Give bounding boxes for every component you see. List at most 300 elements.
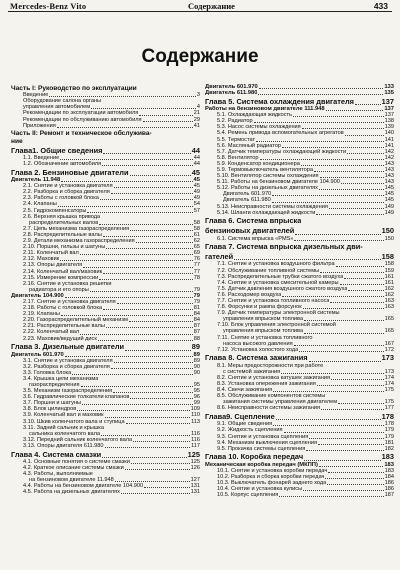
toc-entry-title: 2.11. Коленчатый вал: [23, 250, 79, 257]
toc-entry-page: 81: [193, 305, 200, 312]
toc-leader-dots: [304, 320, 384, 321]
toc-entry-title: 5.3. Насос системы охлаждения: [217, 124, 301, 131]
toc-entry-title: Двигатель 601.970: [223, 191, 272, 198]
toc-entry: [205, 354, 394, 362]
toc-entry: [11, 489, 200, 495]
toc-entry-title: Глава 7. Система впрыска дизельных дви-: [205, 243, 363, 252]
toc-leader-dots: [113, 392, 193, 393]
toc-entry-page: 158: [384, 261, 394, 268]
toc-entry-title: 9.1. Общие сведения: [217, 421, 273, 428]
toc-entry-title: 4.1. Основные понятия о системе смазки: [23, 458, 130, 465]
toc-entry-page: 141: [384, 136, 394, 143]
toc-leader-dots: [319, 189, 384, 190]
toc-entry-title: 2.18. Работы с головкой блока: [23, 305, 103, 312]
toc-entry-title: с системой зажигания: [223, 368, 281, 375]
toc-leader-dots: [293, 116, 384, 117]
toc-leader-dots: [347, 153, 384, 154]
toc-entry-page: 131: [190, 483, 200, 490]
toc-leader-dots: [90, 291, 193, 292]
toc-entry-page: 109: [190, 406, 200, 413]
toc-entry-title: 5.2. Радиатор: [217, 118, 253, 125]
toc-leader-dots: [295, 234, 380, 235]
toc-leader-dots: [303, 308, 384, 309]
toc-entry: [11, 161, 200, 167]
toc-entry-page: 187: [384, 492, 394, 499]
toc-leader-dots: [284, 432, 384, 433]
toc-entry-page: 110: [191, 412, 200, 419]
header-rule: [8, 11, 392, 12]
toc-entry-page: 141: [384, 142, 394, 149]
toc-leader-dots: [114, 362, 193, 363]
toc-entry-title: 7.5. Датчик давления воздушного сжатого воздуха: [217, 285, 348, 292]
toc-leader-dots: [121, 493, 190, 494]
toc-entry-page: 45: [193, 177, 200, 184]
toc-entry-page: 142: [384, 154, 394, 161]
toc-entry-title: Часть II: Ремонт и техническое обслужива-: [11, 129, 152, 137]
toc-leader-dots: [304, 333, 384, 334]
toc-entry-page: 61: [193, 231, 200, 238]
toc-entry-page: 174: [384, 381, 394, 387]
toc-entry-title: 5.9. Конденсатор кондиционера: [217, 160, 300, 167]
toc-leader-dots: [341, 183, 384, 184]
toc-entry-page: 79: [193, 286, 200, 293]
toc-entry-title: 9.3. Снятие и установка сцепления: [217, 433, 309, 440]
toc-entry-page: 65: [193, 244, 200, 251]
toc-entry-page: 139: [384, 124, 394, 131]
toc-entry-page: 69: [193, 250, 200, 257]
toc-entry: [11, 451, 200, 459]
toc-entry: [205, 217, 394, 225]
toc-entry-title: управления впрыском топлива: [223, 328, 304, 335]
toc-leader-dots: [282, 147, 384, 148]
toc-entry-title: насоса высокого давления: [223, 340, 293, 347]
toc-leader-dots: [320, 177, 384, 178]
toc-leader-dots: [303, 490, 384, 491]
toc-entry-title: 2.1. Снятие и установка двигателя: [23, 183, 113, 190]
toc-leader-dots: [139, 115, 192, 116]
toc-entry-page: 143: [384, 160, 394, 167]
toc-entry-page: 125: [187, 450, 200, 459]
toc-entry-title: 2.3. Работы с головкой блока: [23, 195, 99, 202]
toc-entry-page: 181: [384, 439, 394, 446]
toc-leader-dots: [65, 356, 193, 357]
toc-entry-page: 29: [193, 116, 200, 123]
toc-leader-dots: [99, 224, 193, 225]
page-number: 433: [373, 1, 388, 11]
toc-entry-title: 2.8. Распределительные валы: [23, 231, 102, 238]
toc-entry-page: 167: [384, 340, 394, 347]
toc-entry-title: 5.12. Работы на дизельных двигателях: [217, 185, 318, 192]
toc-entry-title: 5.9. Термовыключатель вентилятора: [217, 167, 313, 174]
toc-leader-dots: [279, 496, 383, 497]
toc-leader-dots: [272, 202, 384, 203]
toc-entry-title: 3.7. Поршни и шатуны: [23, 400, 82, 407]
toc-entry-page: 79: [193, 298, 200, 305]
toc-leader-dots: [130, 175, 191, 176]
toc-entry-page: 143: [384, 173, 394, 180]
toc-entry: [205, 243, 394, 251]
toc-leader-dots: [80, 254, 193, 255]
toc-leader-dots: [273, 391, 383, 392]
toc-entry-page: 89: [191, 343, 200, 352]
toc-leader-dots: [114, 187, 193, 188]
toc-entry-title: 2.9. Детали механизма газораспределения: [23, 238, 135, 245]
toc-entry-title: 7.12. Установка холостого хода: [217, 346, 299, 353]
toc-entry-title: 8.1. Меры предосторожности при работе: [217, 362, 324, 369]
toc-entry-page: 175: [384, 387, 394, 394]
toc-entry-title: 2.19. Клапаны: [23, 311, 60, 318]
toc-entry-title: радиатора и его опоры: [29, 286, 89, 293]
toc-entry-title: 2.13. Опоры двигателя: [23, 262, 83, 269]
toc-entry-page: 95: [193, 381, 200, 388]
toc-entry-title: Введение: [23, 92, 49, 99]
toc-entry-title: гателей: [205, 253, 234, 262]
toc-entry-page: 149: [384, 209, 394, 216]
toc-entry-title: Глава 2. Бензиновые двигатели: [11, 168, 129, 177]
toc-leader-dots: [100, 199, 193, 200]
toc-leader-dots: [111, 193, 193, 194]
toc-leader-dots: [309, 361, 381, 362]
toc-entry: [205, 210, 394, 216]
toc-entry-page: 44: [193, 155, 200, 162]
toc-entry-page: 49: [193, 195, 200, 202]
toc-entry-title: 5.11. Работы на бензиновом двигателе 104.900: [217, 179, 340, 186]
toc-entry-page: 41: [193, 122, 200, 129]
toc-entry-title: 5.1. Охлаждающая жидкость: [217, 112, 292, 119]
toc-leader-dots: [102, 457, 186, 458]
toc-entry-page: 84: [193, 311, 200, 318]
page-title: Содержание: [141, 46, 259, 67]
toc-entry-title: 5.13. Неисправности системы охлаждения: [217, 203, 328, 210]
toc-entry-page: 175: [384, 399, 394, 406]
toc-leader-dots: [320, 272, 384, 273]
toc-entry-page: 99: [193, 400, 200, 407]
toc-entry-title: 7.2. Обслуживание топливной системы: [217, 267, 320, 274]
toc-leader-dots: [87, 212, 192, 213]
toc-entry-title: Двигатель 611.980: [223, 197, 271, 204]
toc-entry-title: 9.4. Механизм выключения сцепления: [217, 439, 317, 446]
toc-entry-title: 7.1. Снятие и установка воздушного фильтра: [217, 261, 335, 268]
toc-entry-page: 77: [193, 268, 200, 275]
toc-entry-title: Глава 3. Дизельные двигатели: [11, 343, 125, 352]
toc-entry: [11, 85, 200, 92]
toc-leader-dots: [282, 296, 383, 297]
toc-entry-title: 1.1. Введение: [23, 155, 60, 162]
toc-entry: [205, 90, 394, 96]
toc-leader-dots: [77, 410, 189, 411]
toc-leader-dots: [273, 425, 384, 426]
toc-entry-page: 116: [191, 430, 200, 437]
toc-leader-dots: [57, 127, 193, 128]
toc-leader-dots: [126, 423, 190, 424]
toc-entry-page: 150: [384, 235, 394, 242]
toc-leader-dots: [272, 195, 383, 196]
toc-entry: [205, 453, 394, 461]
toc-entry-page: 45: [191, 168, 200, 177]
toc-entry-title: управления автомобилем: [23, 104, 91, 111]
toc-entry-page: 79: [193, 292, 200, 299]
toc-entry-title: 5.6. Масляный радиатор: [217, 142, 281, 149]
toc-leader-dots: [82, 404, 193, 405]
toc-entry-title: 4.5. Работа на дизельных двигателях: [23, 489, 120, 496]
toc-leader-dots: [103, 273, 193, 274]
toc-entry-title: 4.2. Краткое описание системы смазки: [23, 465, 124, 471]
toc-entry-title: 3.6. Гидравлические толкатели клапанов: [23, 394, 130, 401]
toc-leader-dots: [318, 444, 384, 445]
toc-entry-page: 44: [193, 161, 200, 168]
toc-entry-title: 5.7. Датчик температуры охлаждающей жидкости: [217, 148, 347, 155]
toc-leader-dots: [103, 153, 190, 154]
toc-entry: [11, 169, 200, 177]
toc-entry-page: 179: [384, 433, 394, 440]
toc-entry-page: 90: [193, 363, 200, 370]
toc-entry-page: 84: [193, 317, 200, 324]
toc-entry-page: 161: [384, 273, 394, 280]
toc-entry-page: 135: [384, 90, 394, 97]
toc-entry: [11, 130, 200, 137]
toc-entry-title: 2.12. Маховик: [23, 256, 60, 263]
toc-entry-title: 5.10. Вентилятор системы охлаждения: [217, 173, 319, 180]
toc-entry-title: 2.4. Клапаны: [23, 201, 57, 208]
toc-entry-title: Глава 8. Система зажигания: [205, 354, 308, 363]
toc-entry-page: 183: [381, 453, 394, 462]
toc-entry-title: 3.4. Крышка цепи механизма: [23, 375, 99, 382]
toc-entry-page: 172: [384, 346, 394, 353]
toc-entry-title: 10.1. Снятие и установка коробки передач: [217, 467, 328, 474]
toc-entry-title: Двигатель 601.970: [11, 351, 64, 358]
toc-entry-page: 145: [384, 197, 394, 204]
toc-entry-title: Двигатель 104.900: [11, 292, 64, 299]
toc-entry-page: 159: [384, 267, 394, 274]
toc-entry-title: управления впрыском топлива: [223, 316, 304, 323]
toc-entry-page: 184: [384, 473, 394, 480]
toc-leader-dots: [340, 284, 384, 285]
toc-entry-page: 57: [193, 207, 200, 214]
toc-entry: [205, 446, 394, 452]
toc-leader-dots: [103, 236, 193, 237]
toc-entry-page: 87: [193, 323, 200, 330]
toc-leader-dots: [106, 248, 193, 249]
toc-entry-title: 4.4. Работы на бензиновом двигателе 104.900: [23, 483, 144, 490]
toc-entry-page: 21: [193, 110, 200, 117]
toc-entry-page: 183: [384, 467, 394, 474]
toc-entry: [11, 147, 200, 155]
toc-entry-title: 7.6. Расходомер воздуха: [217, 291, 282, 298]
toc-leader-dots: [281, 373, 384, 374]
toc-entry-page: 95: [193, 388, 200, 395]
toc-entry-page: 177: [384, 405, 394, 412]
toc-entry-title: 10.3. Выключатель фонарей заднего хода: [217, 480, 327, 486]
toc-leader-dots: [144, 487, 190, 488]
toc-entry-page: 58: [193, 219, 200, 226]
toc-entry-page: 145: [384, 191, 394, 198]
toc-entry: [11, 138, 200, 145]
toc-entry-page: 183: [384, 461, 394, 468]
toc-entry-page: 165: [384, 328, 394, 335]
toc-entry-page: 89: [193, 357, 200, 364]
toc-leader-dots: [344, 278, 383, 279]
toc-entry-page: 137: [381, 97, 394, 106]
toc-leader-dots: [98, 340, 193, 341]
toc-leader-dots: [58, 206, 193, 207]
toc-entry-title: 8.2. Снятие и установка катушек зажигания: [217, 374, 331, 381]
toc-entry-title: Оборудование салона органы: [23, 98, 102, 105]
toc-entry-page: 158: [381, 253, 394, 262]
toc-entry: [205, 236, 394, 242]
toc-leader-dots: [91, 108, 196, 109]
toc-entry-title: 10.5. Корпус сцепления: [217, 492, 279, 499]
toc-leader-dots: [102, 165, 193, 166]
toc-entry-page: 162: [384, 291, 394, 298]
toc-leader-dots: [125, 350, 191, 351]
toc-leader-dots: [115, 481, 190, 482]
toc-leader-dots: [61, 181, 192, 182]
toc-leader-dots: [317, 385, 384, 386]
toc-leader-dots: [345, 135, 384, 136]
toc-entry-title: Двигатель 611.980: [205, 90, 258, 97]
toc-entry-title: 3.13. Опоры двигателя 611.980: [23, 442, 104, 449]
toc-entry-title: 7.11. Снятие и установка топливного: [217, 334, 313, 341]
toc-entry-title: 3.12. Передний сальник коленчатого вала: [23, 436, 133, 443]
toc-entry-page: 88: [193, 335, 200, 342]
toc-entry-title: сальника коленчатого вала: [29, 430, 100, 437]
toc-entry-title: Приложения: [23, 122, 56, 129]
toc-entry-title: 2.23. Маховик/ведущий диск: [23, 335, 97, 342]
toc-entry-title: Глава 4. Система смазки: [11, 450, 102, 459]
toc-entry-title: зажигания системы управления двигателем: [223, 399, 338, 406]
toc-entry-title: 3.5. Механизм газораспределения: [23, 388, 113, 395]
toc-entry-title: 7.9. Датчик температуры электронной системы: [217, 310, 340, 317]
toc-entry: [205, 492, 394, 498]
toc-entry-page: 179: [384, 427, 394, 434]
toc-entry-page: 78: [193, 274, 200, 281]
toc-entry-page: 143: [384, 167, 394, 174]
toc-entry-page: 186: [384, 486, 394, 493]
header-section: Содержание: [188, 1, 235, 11]
toc-entry: [205, 405, 394, 411]
toc-entry-page: 143: [384, 179, 394, 186]
toc-leader-dots: [336, 266, 384, 267]
toc-entry-title: 7.7. Снятие и установка топливного насоса: [217, 297, 330, 304]
toc-entry-title: 7.4. Снятие и установка смесительной камеры: [217, 279, 339, 286]
toc-entry-page: 163: [384, 297, 394, 304]
toc-entry-title: Двигатель 11.948: [11, 177, 61, 184]
toc-entry-page: 142: [384, 148, 394, 155]
toc-entry-title: 3.3. Головка блока: [23, 369, 72, 376]
toc-entry-page: 165: [384, 316, 394, 323]
toc-leader-dots: [326, 110, 384, 111]
toc-entry-title: Рекомендации по обслуживанию автомобиля: [23, 116, 142, 123]
toc-entry-title: Часть I: Руководство по эксплуатации: [11, 85, 137, 92]
toc-leader-dots: [256, 141, 384, 142]
toc-leader-dots: [327, 484, 383, 485]
toc-leader-dots: [80, 334, 193, 335]
toc-entry-page: 161: [384, 279, 394, 286]
toc-entry-page: 45: [193, 183, 200, 190]
toc-entry-title: 4.3. Работы, выполняемые: [23, 471, 93, 478]
toc-entry-title: 2.6. Верхняя крышка привода: [23, 213, 101, 220]
toc-entry-page: 162: [384, 285, 394, 292]
toc-entry-title: Рекомендации по эксплуатации автомобиля: [23, 110, 139, 117]
toc-entry-title: ние: [11, 137, 23, 145]
running-header: [0, 0, 400, 13]
toc-leader-dots: [99, 279, 193, 280]
toc-leader-dots: [254, 122, 384, 123]
toc-leader-dots: [348, 290, 383, 291]
toc-entry-page: 87: [193, 329, 200, 336]
toc-entry-title: 2.15. Измерение компрессии: [23, 274, 99, 281]
toc-entry: [11, 123, 200, 129]
toc-entry-page: 76: [193, 256, 200, 263]
toc-leader-dots: [258, 94, 383, 95]
toc-left-column: [11, 84, 200, 495]
toc-leader-dots: [234, 259, 380, 260]
toc-leader-dots: [60, 159, 193, 160]
toc-entry-title: Глава 6. Система впрыска: [205, 217, 302, 226]
toc-entry-title: Глава1. Общие сведения: [11, 146, 103, 155]
toc-leader-dots: [319, 466, 383, 467]
toc-entry-page: 116: [191, 436, 200, 443]
toc-entry-title: 7.10. Блок управления электронной системой: [217, 322, 336, 329]
toc-entry-title: 6.1. Система впрыска «PMS»: [217, 235, 294, 242]
toc-leader-dots: [103, 309, 193, 310]
toc-entry: [11, 443, 200, 449]
toc-entry: [205, 253, 394, 261]
toc-entry-title: 2.20. Газораспределительный механизм: [23, 317, 128, 324]
toc-entry-title: 10.2. Разборка и сборка коробки передач: [217, 473, 325, 480]
toc-leader-dots: [294, 345, 384, 346]
toc-entry: [11, 336, 200, 342]
toc-leader-dots: [60, 260, 193, 261]
toc-entry-page: 96: [193, 394, 200, 401]
toc-entry-title: 3.11. Задний сальник и крышка: [23, 424, 104, 431]
toc-leader-dots: [106, 327, 193, 328]
toc-leader-dots: [83, 267, 193, 268]
toc-leader-dots: [331, 379, 384, 380]
toc-entry-title: 10.4. Снятие и установка кулисы: [217, 486, 303, 493]
toc-entry-page: 133: [384, 84, 394, 90]
toc-entry-page: 140: [384, 130, 394, 137]
toc-entry-page: 4: [196, 104, 200, 111]
toc-leader-dots: [260, 159, 384, 160]
toc-entry-title: Глава9. Сцепление: [205, 412, 275, 421]
toc-entry-title: бензиновых двигателей: [205, 227, 295, 236]
toc-leader-dots: [321, 409, 384, 410]
toc-entry-title: 7.8. Форсунки и рампа форсунок: [217, 304, 302, 311]
toc-leader-dots: [299, 351, 383, 352]
toc-entry-page: 127: [190, 477, 200, 484]
toc-leader-dots: [125, 469, 190, 470]
toc-leader-dots: [328, 472, 383, 473]
toc-entry-page: 49: [193, 189, 200, 196]
toc-leader-dots: [61, 315, 193, 316]
toc-entry-title: Глава 5. Система охлаждения двигателя: [205, 97, 354, 106]
toc-entry-page: 117: [191, 442, 200, 449]
toc-entry-page: 173: [381, 354, 394, 363]
toc-entry-page: 54: [193, 201, 200, 208]
toc-entry-page: 90: [193, 369, 200, 376]
toc-leader-dots: [131, 463, 190, 464]
toc-entry-page: 174: [384, 374, 394, 381]
toc-entry-title: 2.17. Снятие и установка двигателя: [23, 298, 116, 305]
toc-entry-page: 44: [191, 146, 200, 155]
toc-entry-page: 163: [384, 304, 394, 311]
toc-entry-title: 3.2. Разборка и сборка двигателя: [23, 363, 110, 370]
toc-entry-page: 113: [191, 418, 200, 425]
toc-entry-title: Работы на бензиновом двигателе 111.948: [205, 106, 325, 113]
toc-entry-title: 1.2. Обозначение автомобиля: [23, 161, 102, 168]
toc-entry-title: 8.5. Обслуживание компонентов системы: [217, 393, 326, 400]
